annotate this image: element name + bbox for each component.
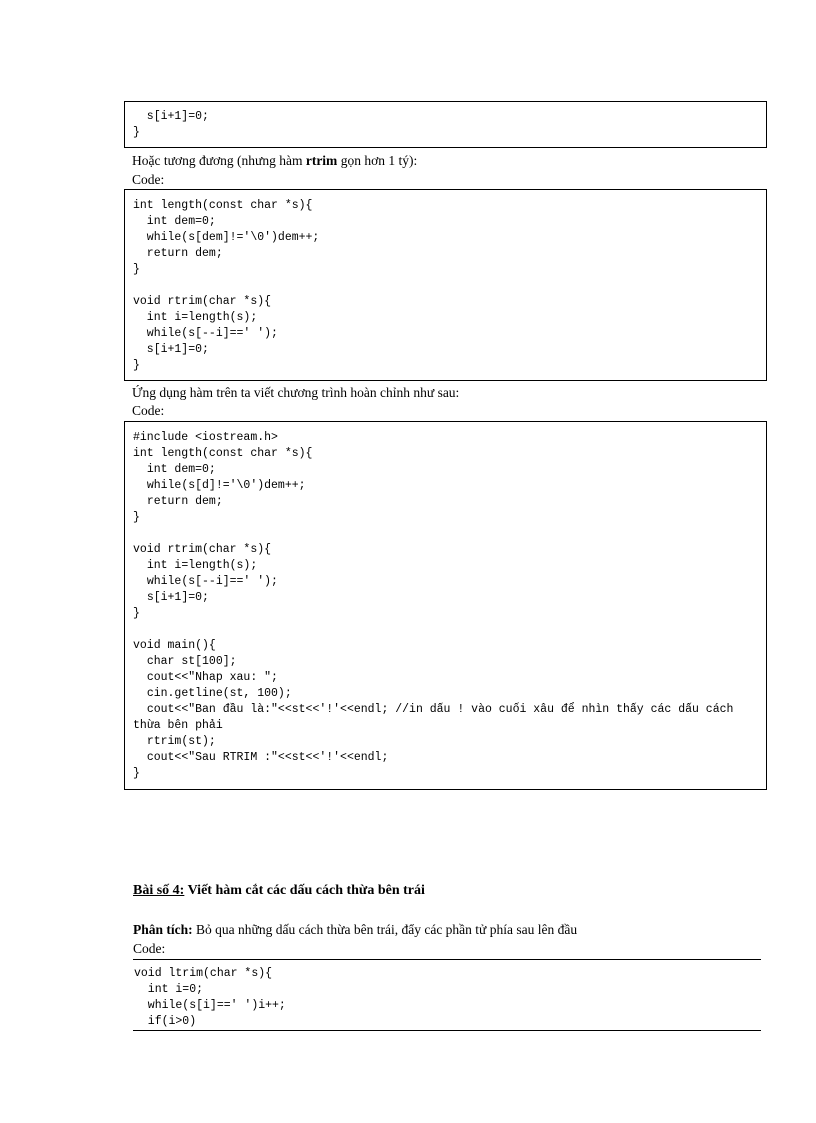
analysis-label: Phân tích: [133,922,193,937]
code-line: } [133,126,140,139]
code-bottom-rule [133,1030,761,1031]
code-line: int i=length(s); [146,311,258,324]
code-line: while(s[dem]!='\0')dem++; [146,231,320,244]
code-length-rtrim [125,190,766,374]
code-line: void rtrim(char *s){ [133,295,272,308]
code-line: while(s[--i]==' '); [146,327,278,340]
code-label-2: Code: [132,403,165,418]
code-line: return dem; [146,247,223,260]
code-block-rtrim-tail [124,101,767,148]
paragraph-alternative: Hoặc tương đương (nhưng hàm rtrim gọn hơn 1 tý): [132,153,418,168]
code-full-program: #include <iostream.h> int length(const char *s){ int dem=0; while(s[d]!='\0')dem++; return dem; } void rtrim(char *s){ int i=length(s); while(s[--i]==' '); s[i+1]=0; } void main(){ char st[100]; cout<<"Nhap xau: "; cin.getline(st, 100); cout<<"Ban đầu là:"<<st<<'!'<<endl; //in dấu ! vào cuối xâu để nhìn thấy các dấu cách thừa bên phải rtrim(st); cout<<"Sau RTRIM :"<<st<<'!'<<endl; } [133,431,734,780]
analysis-text: Bỏ qua những dấu cách thừa bên trái, đẩy các phần tử phía sau lên đầu [192,922,578,937]
code-line: int dem=0; [146,215,216,228]
exercise-number: Bài số 4: [133,883,185,898]
code-label-1: Code: [132,172,165,187]
exercise-title: Viết hàm cắt các dấu cách thừa bên trái [184,883,425,898]
exercise-4-heading [133,882,425,900]
paragraph-application: Ứng dụng hàm trên ta viết chương trình hoàn chỉnh như sau: [132,385,460,400]
code-line: } [133,359,140,372]
analysis-paragraph [133,922,577,938]
code-line: s[i+1]=0; [146,343,209,356]
code-label-3: Code: [133,941,166,956]
code-top-rule [133,959,761,960]
code-line: s[i+1]=0; [146,110,209,123]
code-line: } [133,263,140,276]
code-rtrim-tail [125,102,766,141]
code-line: int length(const char *s){ [133,199,313,212]
code-block-length-rtrim [124,189,767,381]
rtrim-bold: rtrim [305,153,338,168]
code-block-full-program [124,421,767,790]
code-ltrim: void ltrim(char *s){ int i=0; while(s[i]==' ')i++; if(i>0) [134,967,286,1028]
